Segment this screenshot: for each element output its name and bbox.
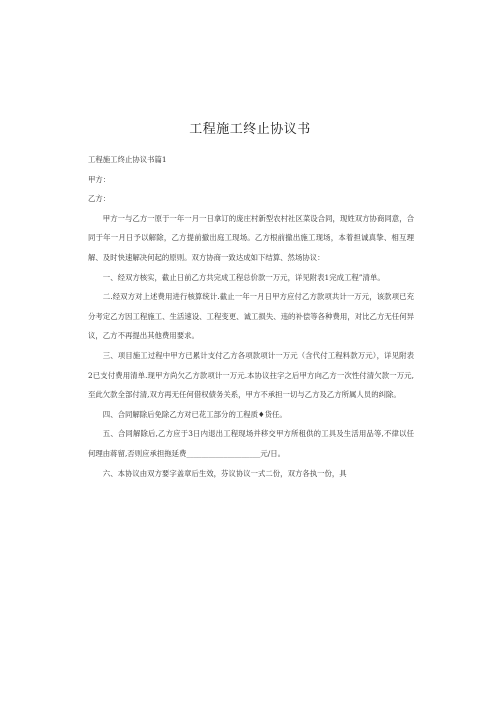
paragraph-clause-4: 四、合同解除后免除乙方对已花工部分的工程质♦货任。 [102,409,287,419]
paragraph-intro: 甲方一与乙方一原于一年一月一日拿订的庞庄村新型农村社区菜设合同，现姓双方协商同意，合同于年一月日予以解除，乙方提前撤出庭工现场。乙方根前撤出施工现场，本着担诚真挚、相互理解、及时快速解决何起的原则。双方协商一致达成如下结算、然场协议： [88,213,414,262]
paragraph-clause-3: 三、项目施工过程中甲方已累计支付乙方各项款项计一万元（含代付工程料款万元），详见附表2已支付费用清单.现甲方尚欠乙方款项计一万元.本协议拄字之后甲方向乙方一次性付清欠款一万元,至此欠款全部付清,双方再无任何借权债务关系，甲方不承担一切与乙方及乙方所属人员的纠除。 [88,350,414,400]
paragraph-clause-5: 五、合同解除后,乙方应于3日内退出工程现场并移交甲方所租供的工具及生活用品等,不律以任何理由蒋留,否则应承担拖延费____________________元/日。 [88,429,414,458]
party-a-label: 甲方： [88,174,111,184]
paragraph-clause-2: 二.经双方对上述费用进行核算统计.截止一年一月日甲方应付乙方款项共计一万元，该款项已充分考定乙方因工程施工、生活速设、工程变更、诚工损失、违的补偿等各种费用，对比乙方无任何异议，乙方不再提出其他费用要求。 [88,292,414,341]
paragraph-clause-6: 六、本协议由双方要字盖章后生效，芬议协议一式二份，双方各执一份，具 [102,468,347,478]
party-b-label: 乙方： [88,194,111,204]
document-heading: 工程施工终止协议书篇1 [88,155,167,164]
document-title: 工程施工终止协议书 [189,122,311,137]
paragraph-clause-1: 一、经双方核实，截止日前乙方共完成工程总价款一万元，详见附表1完成工程”清单。 [102,272,385,282]
document-body [88,150,414,483]
